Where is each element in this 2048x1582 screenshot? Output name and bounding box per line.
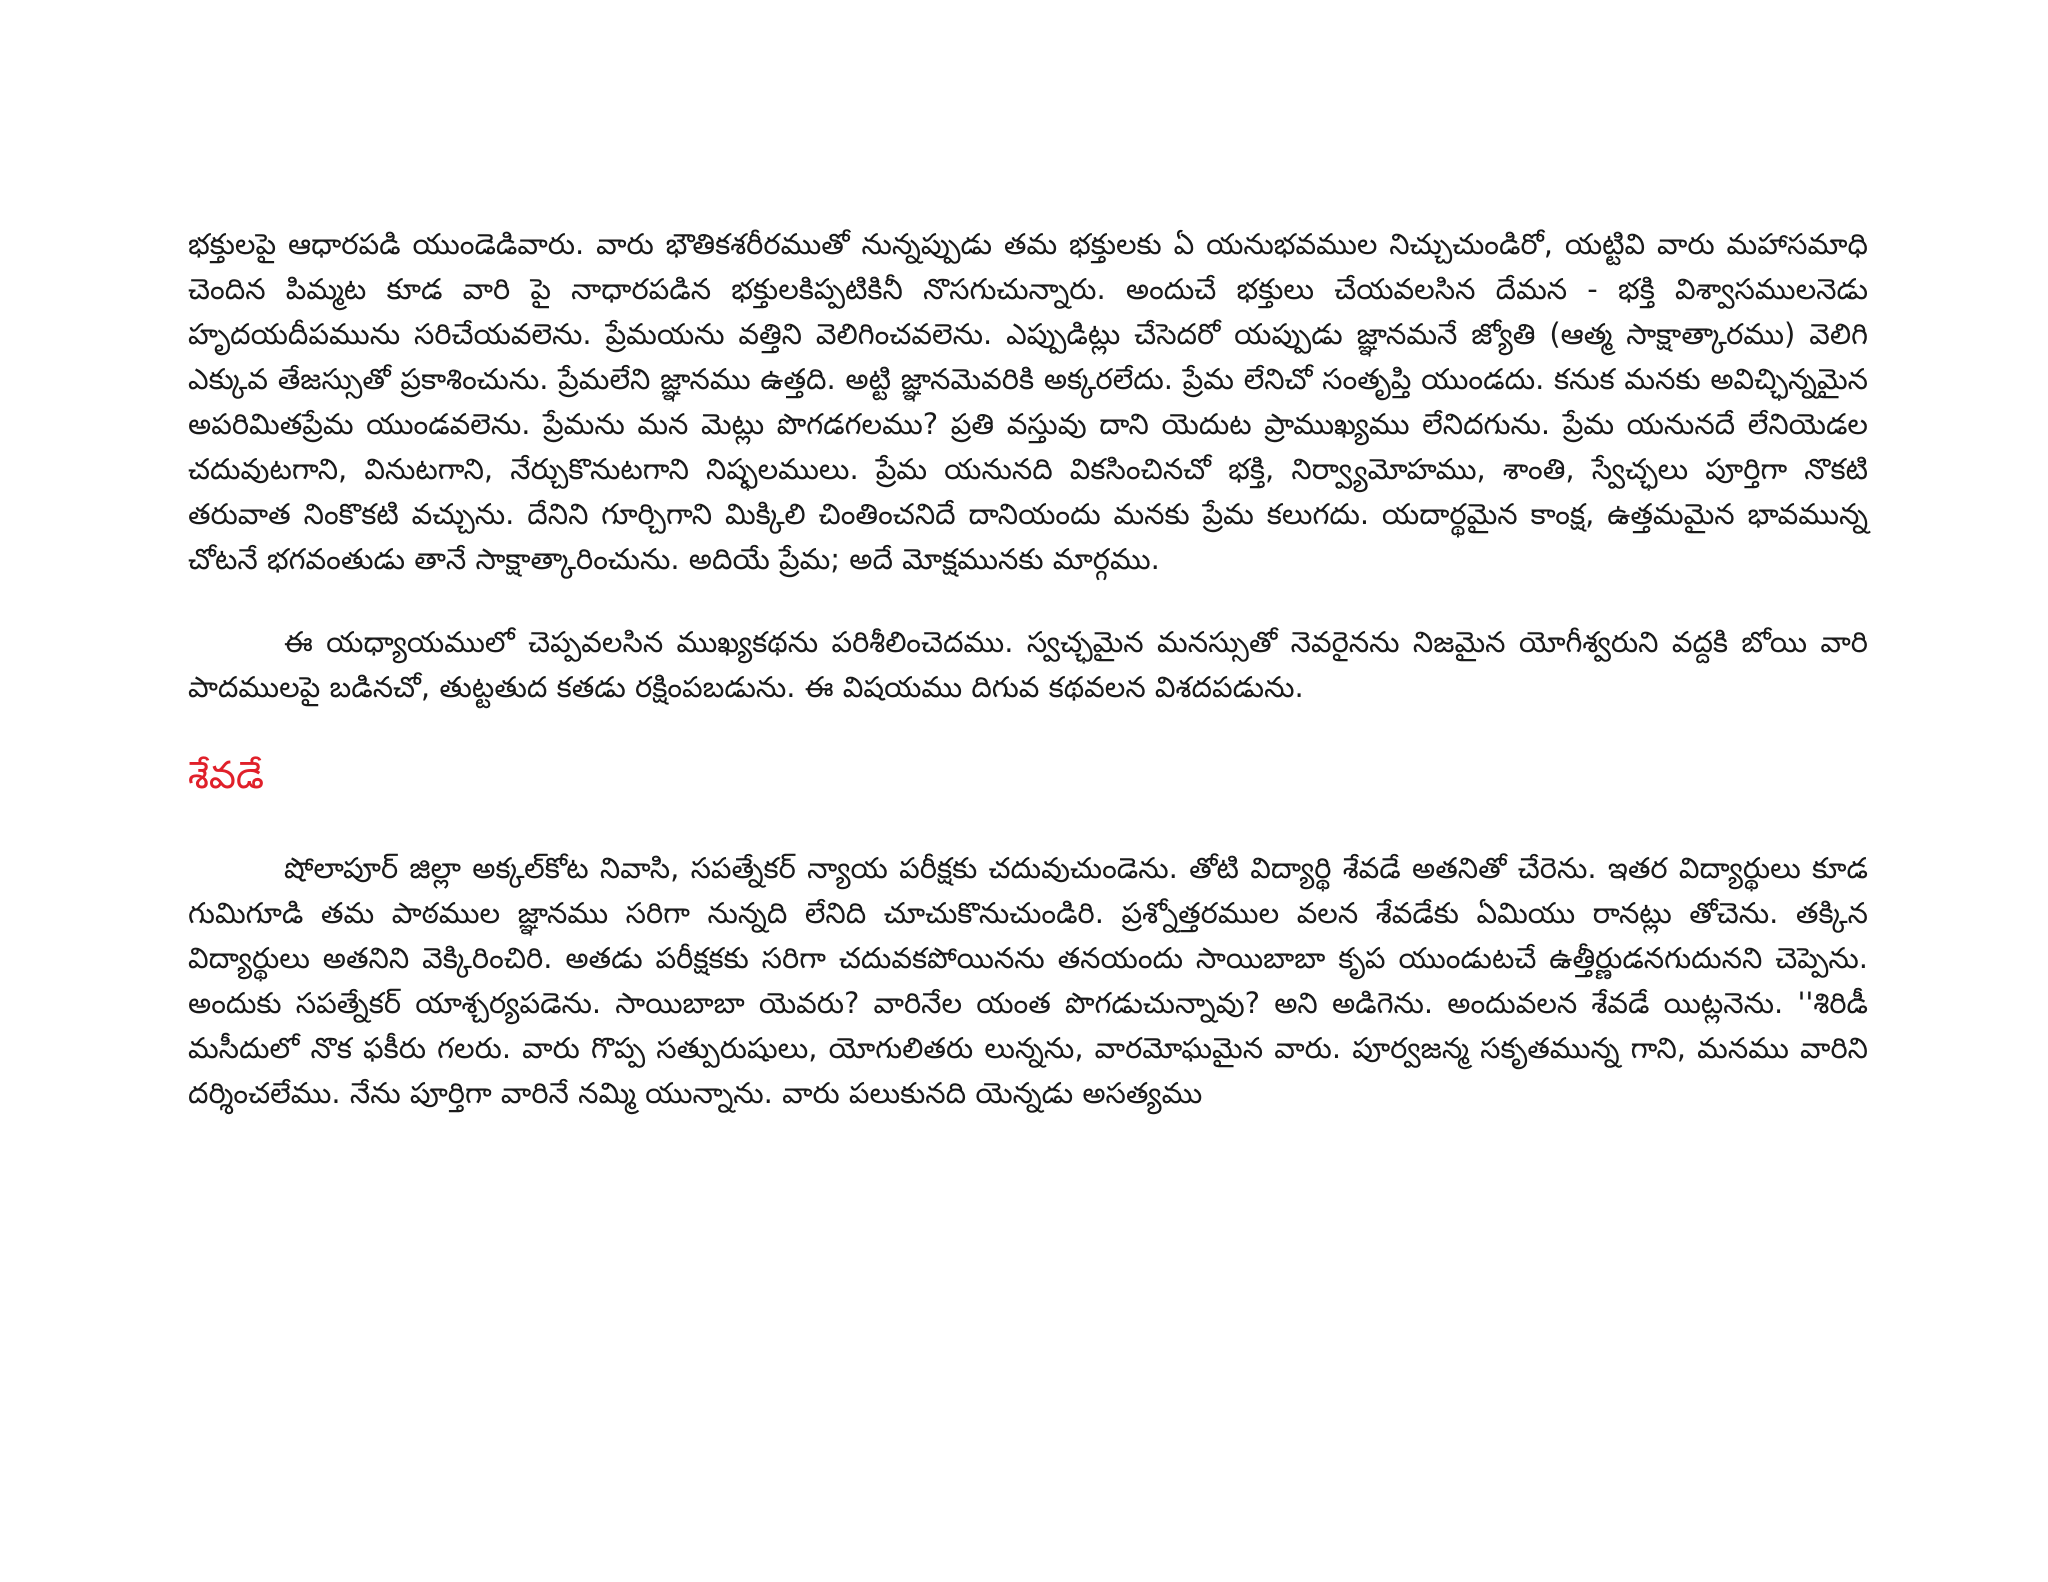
paragraph-shevade-story: షోలాపూర్ జిల్లా అక్కల్‌కోట నివాసి, సపత్నేకర్ న్యాయ పరీక్షకు చదువుచుండెను. తోటి విద్యార్థి శేవడే అతనితో చేరెను. ఇతర విద్యార్థులు కూడ గుమిగూడి తమ పాఠముల జ్ఞానము సరిగా నున్నది లేనిది చూచుకొనుచుండిరి. ప్రశ్నోత్తరముల వలన శేవడేకు ఏమియు రానట్లు తోచెను. తక్కిన విద్యార్థులు అతనిని వెక్కిరించిరి. అతడు పరీక్షకకు సరిగా చదువకపోయినను తనయందు సాయిబాబా కృప యుండుటచే ఉత్తీర్ణుడనగుదునని చెప్పెను. అందుకు సపత్నేకర్ యాశ్చర్యపడెను. సాయిబాబా యెవరు? వారినేల యంత పొగడుచున్నావు? అని అడిగెను. అందువలన శేవడే యిట్లనెను. ''శిరిడీ మసీదులో నొక ఫకీరు గలరు. వారు గొప్ప సత్పురుషులు, యోగులితరు లున్నను, వారమోఘమైన వారు. పూర్వజన్మ సకృతమున్న గాని, మనము వారిని దర్శించలేము. నేను పూర్తిగా వారినే నమ్మి యున్నాను. వారు పలుకునది యెన్నడు అసత్యము <box>188 851 1868 1110</box>
page-content <box>188 222 1868 1116</box>
paragraph-devotion: భక్తులపై ఆధారపడి యుండెడివారు. వారు భౌతికశరీరముతో నున్నప్పుడు తమ భక్తులకు ఏ యనుభవముల నిచ్చుచుండిరో, యట్టివి వారు మహాసమాధి చెందిన పిమ్మట కూడ వారి పై నాధారపడిన భక్తులకిప్పటికినీ నొసగుచున్నారు. అందుచే భక్తులు చేయవలసిన దేమన - భక్తి విశ్వాసములనెడు హృదయదీపమును సరిచేయవలెను. ప్రేమయను వత్తిని వెలిగించవలెను. ఎప్పుడిట్లు చేసెదరో యప్పుడు జ్ఞానమనే జ్యోతి (ఆత్మ సాక్షాత్కారము) వెలిగి ఎక్కువ తేజస్సుతో ప్రకాశించును. ప్రేమలేని జ్ఞానము ఉత్తది. అట్టి జ్ఞానమెవరికి అక్కరలేదు. ప్రేమ లేనిచో సంతృప్తి యుండదు. కనుక మనకు అవిచ్ఛిన్నమైన అపరిమితప్రేమ యుండవలెను. ప్రేమను మన మెట్లు పొగడగలము? ప్రతి వస్తువు దాని యెదుట ప్రాముఖ్యము లేనిదగును. ప్రేమ యనునదే లేనియెడల చదువుటగాని, వినుటగాని, నేర్చుకొనుటగాని నిష్ఫలములు. ప్రేమ యనునది వికసించినచో భక్తి, నిర్వ్యామోహము, శాంతి, స్వేచ్ఛలు పూర్తిగా నొకటి తరువాత నింకొకటి వచ్చును. దేనిని గూర్చిగాని మిక్కిలి చింతించనిదే దానియందు మనకు ప్రేమ కలుగదు. యదార్థమైన కాంక్ష, ఉత్తమమైన భావమున్న చోటనే భగవంతుడు తానే సాక్షాత్కారించును. అదియే ప్రేమ; అదే మోక్షమునకు మార్గము. <box>188 227 1868 576</box>
section-heading: శేవడే <box>188 753 265 797</box>
paragraph-chapter-intro: ఈ యధ్యాయములో చెప్పవలసిన ముఖ్యకథను పరిశీలించెదము. స్వచ్ఛమైన మనస్సుతో నెవరైనను నిజమైన యోగీశ్వరుని వద్దకి బోయి వారి పాదములపై బడినచో, తుట్టతుద కతడు రక్షింపబడును. ఈ విషయము దిగువ కథవలన విశదపడును. <box>188 625 1868 704</box>
